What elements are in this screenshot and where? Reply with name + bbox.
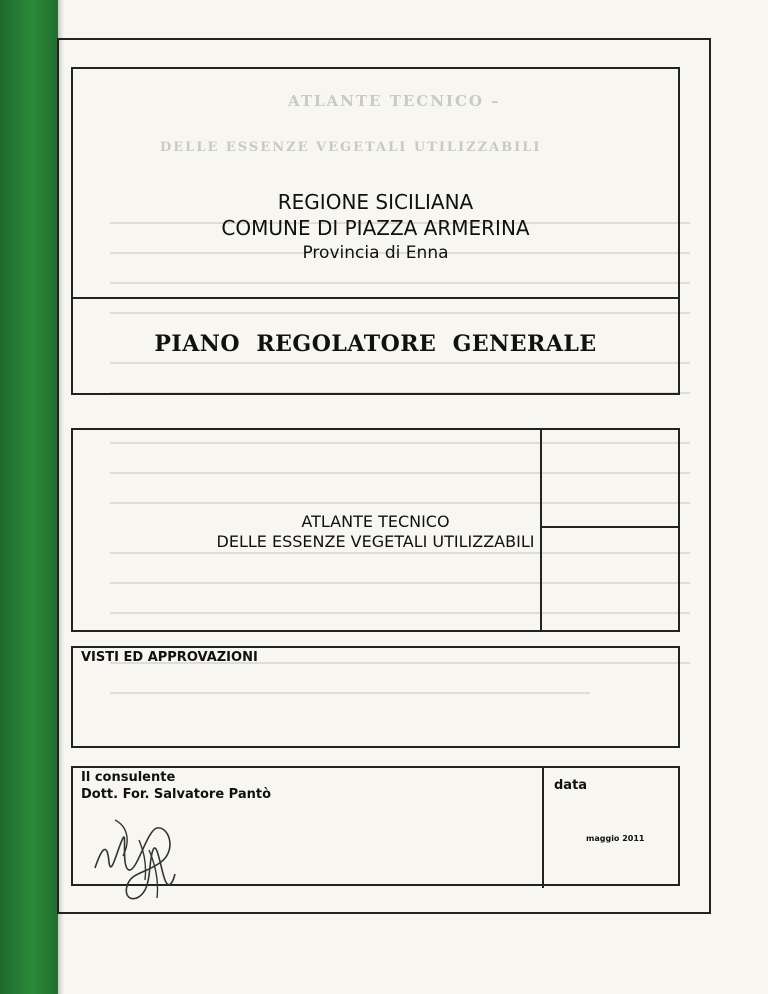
approvals-label: VISTI ED APPROVAZIONI [81, 650, 258, 665]
binding-spine [0, 0, 58, 994]
date-box [542, 766, 682, 888]
date-label: data [554, 778, 588, 793]
consultant-name: Dott. For. Salvatore Pantò [81, 787, 272, 802]
show-through-subtitle: DELLE ESSENZE VEGETALI UTILIZZABILI [160, 140, 542, 155]
municipality-name: COMUNE DI PIAZZA ARMERINA [221, 216, 530, 240]
stamp-area-upper [540, 428, 680, 528]
plan-title-box [71, 297, 680, 395]
approvals-box [71, 646, 680, 748]
consultant-label: Il consulente [81, 770, 176, 785]
header-box [71, 67, 680, 299]
show-through-title: ATLANTE TECNICO – [288, 92, 501, 110]
consultant-signature [87, 810, 197, 906]
stamp-area-lower [540, 526, 680, 632]
region-name: REGIONE SICILIANA [277, 190, 474, 214]
document-title-line1: ATLANTE TECNICO [301, 512, 450, 531]
consultant-box [71, 766, 680, 886]
date-value: maggio 2011 [586, 834, 645, 843]
document-title-line2: DELLE ESSENZE VEGETALI UTILIZZABILI [216, 532, 535, 551]
plan-title: PIANO REGOLATORE GENERALE [154, 331, 597, 357]
province-name: Provincia di Enna [302, 243, 449, 263]
